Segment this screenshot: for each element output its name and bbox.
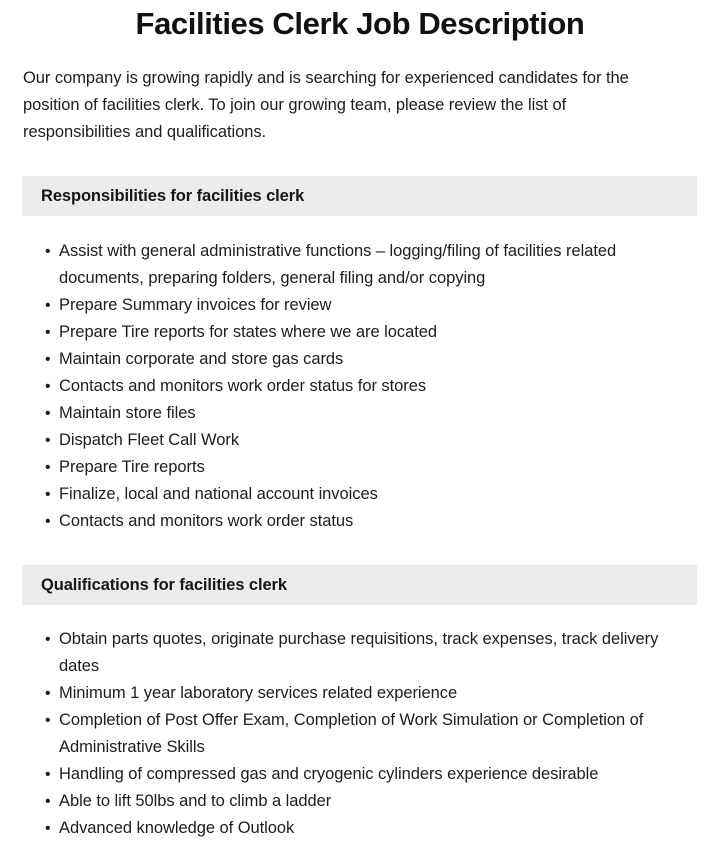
list-item: • Maintain corporate and store gas cards: [45, 346, 668, 373]
list-item: • Obtain parts quotes, originate purchase requisitions, track expenses, track delivery dates: [45, 626, 668, 680]
list-item: • Minimum 1 year laboratory services related experience: [45, 680, 668, 707]
intro-paragraph: Our company is growing rapidly and is searching for experienced candidates for the position of facilities clerk. To join our growing team, please review the list of responsibilities and qualifications.: [23, 69, 629, 141]
qualifications-section-heading: Qualifications for facilities clerk: [41, 576, 287, 594]
list-item: • Finalize, local and national account invoices: [45, 481, 668, 508]
qualifications-section: [0, 565, 720, 842]
list-item: • Prepare Summary invoices for review: [45, 292, 668, 319]
list-item: • Handling of compressed gas and cryogenic cylinders experience desirable: [45, 761, 668, 788]
list-item: • Prepare Tire reports for states where we are located: [45, 319, 668, 346]
list-item: • Maintain store files: [45, 400, 668, 427]
list-item: • Completion of Post Offer Exam, Completion of Work Simulation or Completion of Administrative Skills: [45, 707, 668, 761]
responsibilities-section-heading: Responsibilities for facilities clerk: [41, 187, 305, 205]
qualifications-section-band: [22, 565, 697, 605]
responsibilities-section-band: [22, 176, 697, 216]
list-item: • Dispatch Fleet Call Work: [45, 427, 668, 454]
qualifications-list: [0, 605, 720, 842]
list-item: • Prepare Tire reports: [45, 454, 668, 481]
list-item: • Advanced knowledge of Outlook: [45, 815, 668, 842]
list-item: • Assist with general administrative functions – logging/filing of facilities related documents, preparing folders, general filing and/or copying: [45, 238, 668, 292]
list-item: • Contacts and monitors work order status for stores: [45, 373, 668, 400]
responsibilities-section: [0, 176, 720, 535]
list-item: • Contacts and monitors work order status: [45, 508, 668, 535]
page-title: Facilities Clerk Job Description: [135, 6, 585, 41]
list-item: • Able to lift 50lbs and to climb a ladder: [45, 788, 668, 815]
responsibilities-list: [0, 216, 720, 535]
